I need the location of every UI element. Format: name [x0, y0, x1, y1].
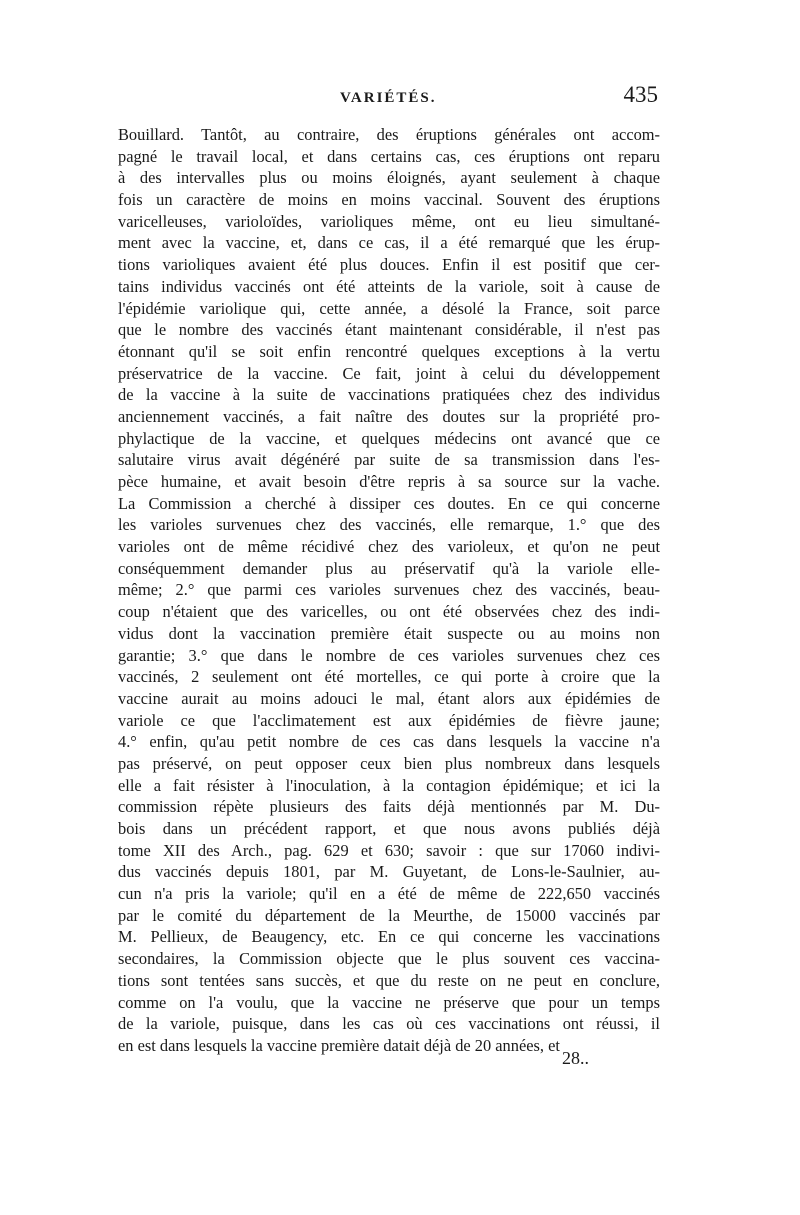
text-line: elle a fait résister à l'inoculation, à la contagion épidémique; et ici la: [118, 775, 660, 795]
text-line: vaccinés, 2 seulement ont été mortelles, ce qui porte à croire que la: [118, 667, 660, 687]
text-line: vaccine aurait au moins adouci le mal, étant alors aux épidémies de: [118, 688, 660, 708]
text-line: varicelleuses, varioloïdes, varioliques même, ont eu lieu simultané-: [118, 211, 660, 231]
text-line: salutaire virus avait dégénéré par suite de sa transmission dans l'es-: [118, 450, 660, 470]
text-line: pas préservé, on peut opposer ceux bien plus nombreux dans lesquels: [118, 753, 660, 773]
text-line: en est dans lesquels la vaccine première datait déjà de 20 années, et: [118, 1035, 560, 1055]
text-line: garantie; 3.° que dans le nombre de ces varioles survenues chez ces: [118, 645, 660, 665]
page-number: 435: [623, 82, 658, 107]
text-line: pagné le travail local, et dans certains cas, ces éruptions ont reparu: [118, 146, 660, 166]
text-line: La Commission a cherché à dissiper ces doutes. En ce qui concerne: [118, 493, 660, 513]
text-line: tions varioliques avaient été plus douces. Enfin il est positif que cer-: [118, 255, 660, 275]
text-line: étonnant qu'il se soit enfin rencontré quelques exceptions à la vertu: [118, 341, 660, 361]
text-line: fois un caractère de moins en moins vaccinal. Souvent des éruptions: [118, 190, 660, 210]
text-line: préservatrice de la vaccine. Ce fait, joint à celui du développement: [118, 363, 660, 383]
text-line: tions sont tentées sans succès, et que du reste on ne peut en conclure,: [118, 970, 660, 990]
text-line: M. Pellieux, de Beaugency, etc. En ce qui concerne les vaccinations: [118, 927, 660, 947]
text-line: phylactique de la vaccine, et quelques médecins ont avancé que ce: [118, 428, 660, 448]
text-line: 4.° enfin, qu'au petit nombre de ces cas dans lesquels la vaccine n'a: [118, 732, 660, 752]
text-line: Bouillard. Tantôt, au contraire, des éruptions générales ont accom-: [118, 125, 660, 144]
text-line: même; 2.° que parmi ces varioles survenues chez des vaccinés, beau-: [118, 580, 660, 600]
text-line: ment avec la vaccine, et, dans ce cas, il a été remarqué que les érup-: [118, 233, 660, 253]
running-title: VARIÉTÉS.: [340, 90, 437, 106]
text-line: variole ce que l'acclimatement est aux épidémies de fièvre jaune;: [118, 710, 660, 730]
text-line: tome XII des Arch., pag. 629 et 630; savoir : que sur 17060 indivi-: [118, 840, 660, 860]
text-line: varioles ont de même récidivé chez des varioleux, et qu'on ne peut: [118, 537, 660, 557]
text-line: anciennement vaccinés, a fait naître des doutes sur la propriété pro-: [118, 406, 660, 426]
text-line: de la vaccine à la suite de vaccinations pratiquées chez des individus: [118, 385, 660, 405]
text-line: par le comité du département de la Meurthe, de 15000 vaccinés par: [118, 905, 660, 925]
text-line: cun n'a pris la variole; qu'il en a été de même de 222,650 vaccinés: [118, 884, 660, 904]
text-line: comme on l'a voulu, que la vaccine ne préserve que pour un temps: [118, 992, 660, 1012]
body-text: [118, 124, 660, 1057]
text-line: coup n'étaient que des varicelles, ou ont été observées chez des indi-: [118, 602, 660, 622]
text-line: de la variole, puisque, dans les cas où ces vaccinations ont réussi, il: [118, 1014, 660, 1034]
text-line: que le nombre des vaccinés étant maintenant considérable, il n'est pas: [118, 320, 660, 340]
text-line: l'épidémie variolique qui, cette année, a désolé la France, soit parce: [118, 298, 660, 318]
text-line: secondaires, la Commission objecte que le plus souvent ces vaccina-: [118, 949, 660, 969]
text-line: pèce humaine, et avait besoin d'être repris à sa source sur la vache.: [118, 472, 660, 491]
text-line: vidus dont la vaccination première était suspecte ou au moins non: [118, 623, 660, 643]
text-line: bois dans un précédent rapport, et que nous avons publiés déjà: [118, 819, 660, 838]
text-line: conséquemment demander plus au préservatif qu'à la variole elle-: [118, 558, 660, 578]
page-header: [118, 80, 658, 120]
catchword: 28..: [562, 1048, 589, 1068]
text-line: les varioles survenues chez des vaccinés, elle remarque, 1.° que des: [118, 515, 660, 535]
text-line: dus vaccinés depuis 1801, par M. Guyetant, de Lons-le-Saulnier, au-: [118, 862, 660, 882]
text-line: commission répète plusieurs des faits déjà mentionnés par M. Du-: [118, 797, 660, 817]
text-line: à des intervalles plus ou moins éloignés, ayant seulement à chaque: [118, 168, 660, 188]
text-line: tains individus vaccinés ont été atteints de la variole, soit à cause de: [118, 276, 660, 296]
